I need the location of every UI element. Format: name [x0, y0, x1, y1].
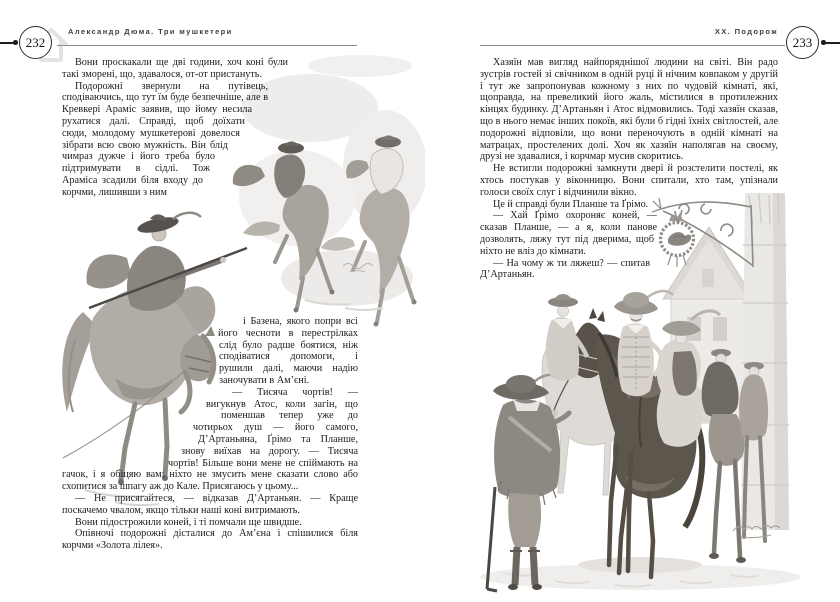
left-page-text-bottom — [62, 316, 358, 552]
left-header-rule — [57, 45, 357, 46]
left-margin-line — [0, 42, 14, 44]
paragraph: і Базена, якого попри всі його чесноти в перестрілках слід було радше боятися, ніж сподіватися допомоги, і рушили далі, маючи надію заночувати в Ам’єні. — [218, 316, 358, 386]
right-running-title: XX. Подорож — [714, 27, 778, 36]
right-header-rule — [480, 45, 785, 46]
left-page-text-top — [62, 57, 358, 210]
paragraph: — На чому ж ти ляжеш? — спитав Д’Артаньян. — [480, 257, 650, 281]
paragraph: Хазяїн мав вигляд найпоряднішої людини на світі. Він радо зустрів гостей зі свічником в одній руці й нічним ковпаком у другій і тут же запропонував кожному з них по чудовій кімнаті, які, щоправда, на превеликий його жаль, містилися в протилежних кінцях будинку. Д’Артаньян і Атос відмовились. Тоді хазяїн сказав, що в нього немає інших покоїв, які були б гідні їхніх світлостей, але подорожні відповіли, що вони переночують в одній кімнаті на матрацах, простелених долі. Хоч як хазяїн наполягав на своєму, друзі не здавалися, і корчмар мусив скоритись. — [480, 57, 778, 163]
left-margin-dot — [13, 40, 18, 45]
paragraph: Вони підострожили коней, і ті помчали ще швидше. — [75, 516, 302, 528]
left-running-title: Александр Дюма. Три мушкетери — [68, 27, 233, 36]
right-page-number-value: 233 — [792, 34, 813, 50]
right-page-number — [786, 26, 819, 59]
paragraph: Подорожні звернули на путівець, сподіваючись, що тут їм буде безпечніше, але в Кревкері Араміс заявив, що йому несила рухатися далі. Справді, щоб доїхати сюди, молодому мушкетерові довелося зібрати всю свою мужність. Він блід чимраз дужче і його треба було підтримувати в сідлі. Тож Араміса зсадили біля входу до корчми, лишивши з ним — [62, 80, 268, 198]
paragraph: — Тисяча чортів! — вигукнув Атос, коли загін, що поменшав тепер уже до чотирьох душ — його самого, Д’Артаньяна, Ґрімо та Планше, знову виїхав на дорогу. — Тисяча чортів! Більше вони мене не спіймають на гачок, і я обіцяю вам: ніхто не змусить мене сказати слово або схопитися за шпагу аж до Кале. Присягаюсь у цьому... — [62, 386, 358, 493]
paragraph: Опівночі подорожні дісталися до Ам’єна і спішилися біля корчми «Золота лілея». — [62, 528, 358, 552]
paragraph: Вони проскакали ще дві години, хоч коні були такі зморені, що, здавалося, от-от пристануть. — [62, 57, 288, 80]
right-margin-line — [825, 42, 840, 44]
paragraph: — Не присягайтеся, — відказав Д’Артаньян. — Краще поскачемо чвалом, якщо тільки наші коні витримають. — [62, 492, 358, 516]
paragraph: Не встигли подорожні замкнути двері й розстелити постелі, як хтось постукав у віконницю. Вони спитали, хто там, упізнали голоси своїх слуг і відчинили вікно. — [480, 163, 778, 198]
paragraph: Це й справді були Планше та Ґрімо. — [493, 198, 649, 210]
right-page-text — [480, 57, 778, 281]
left-page-number-value: 232 — [25, 34, 46, 50]
left-page-number — [19, 26, 52, 59]
paragraph: — Хай Ґрімо охороняє коней, — сказав Планше, — а я, коли панове дозволять, ляжу тут під дверима, щоб ніхто не вліз до кімнати. — [480, 210, 657, 257]
